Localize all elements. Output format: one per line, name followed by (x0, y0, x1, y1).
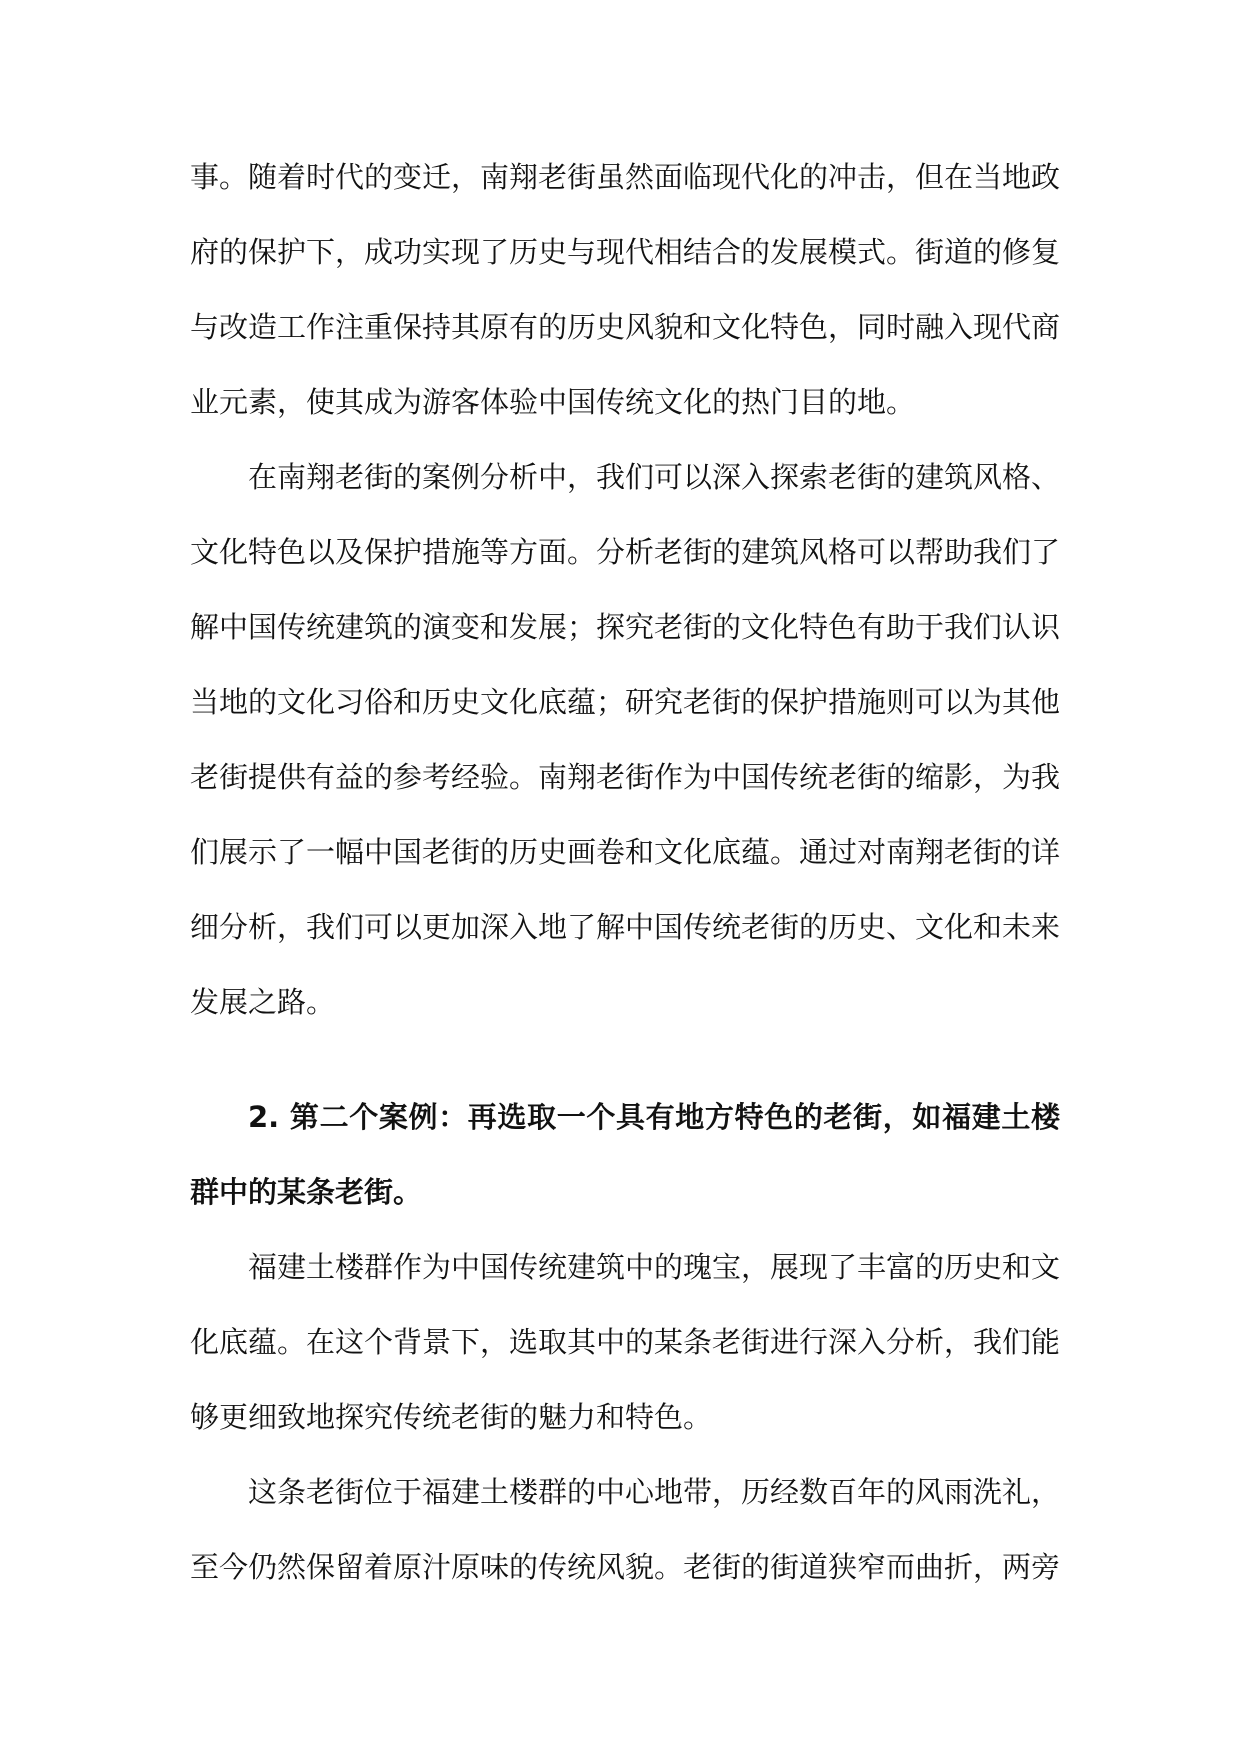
document-body (190, 140, 1060, 1605)
text-line: 文化特色以及保护措施等方面。分析老街的建筑风格可以帮助我们了 (190, 535, 1061, 569)
text-line: 在南翔老街的案例分析中，我们可以深入探索老街的建筑风格、 (248, 460, 1061, 494)
paragraph-3 (190, 1230, 1060, 1455)
paragraph-1 (190, 140, 1060, 440)
text-line: 当地的文化习俗和历史文化底蕴；研究老街的保护措施则可以为其他 (190, 685, 1061, 719)
heading-line: 2. 第二个案例：再选取一个具有地方特色的老街，如福建土楼 (248, 1100, 1060, 1134)
text-line: 府的保护下，成功实现了历史与现代相结合的发展模式。街道的修复 (190, 235, 1061, 269)
text-line: 业元素，使其成为游客体验中国传统文化的热门目的地。 (190, 385, 916, 419)
text-line: 与改造工作注重保持其原有的历史风貌和文化特色，同时融入现代商 (190, 310, 1061, 344)
section-heading (190, 1080, 1060, 1230)
text-line: 们展示了一幅中国老街的历史画卷和文化底蕴。通过对南翔老街的详 (190, 835, 1061, 869)
text-line: 这条老街位于福建土楼群的中心地带，历经数百年的风雨洗礼， (248, 1475, 1061, 1509)
heading-line: 群中的某条老街。 (190, 1175, 423, 1209)
text-line: 事。随着时代的变迁，南翔老街虽然面临现代化的冲击，但在当地政 (190, 160, 1061, 194)
text-line: 够更细致地探究传统老街的魅力和特色。 (190, 1400, 713, 1434)
text-line: 老街提供有益的参考经验。南翔老街作为中国传统老街的缩影，为我 (190, 760, 1061, 794)
text-line: 至今仍然保留着原汁原味的传统风貌。老街的街道狭窄而曲折，两旁 (190, 1550, 1061, 1584)
paragraph-4 (190, 1455, 1060, 1605)
text-line: 细分析，我们可以更加深入地了解中国传统老街的历史、文化和未来 (190, 910, 1061, 944)
section-spacer (190, 1040, 1060, 1080)
text-line: 化底蕴。在这个背景下，选取其中的某条老街进行深入分析，我们能 (190, 1325, 1061, 1359)
text-line: 发展之路。 (190, 985, 336, 1019)
text-line: 解中国传统建筑的演变和发展；探究老街的文化特色有助于我们认识 (190, 610, 1061, 644)
text-line: 福建土楼群作为中国传统建筑中的瑰宝，展现了丰富的历史和文 (248, 1250, 1061, 1284)
paragraph-2 (190, 440, 1060, 1040)
